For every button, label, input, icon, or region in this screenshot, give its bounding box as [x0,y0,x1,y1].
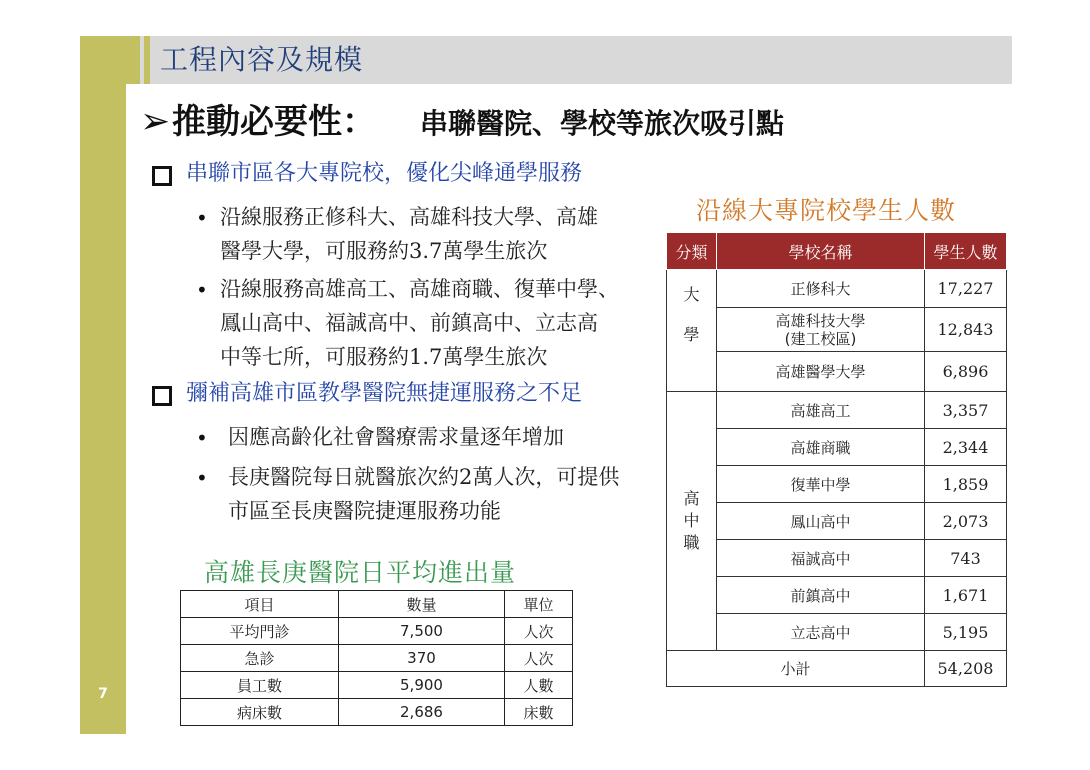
bullet-dot-icon: • [196,466,208,490]
table-header-row [667,233,1007,270]
bullet-dot-icon: • [196,426,208,450]
table-header-row [181,591,573,618]
heading-main: 推動必要性： [172,102,376,142]
cell-item: 平均門診 [181,618,339,645]
table-row [181,645,573,672]
table-row [181,699,573,726]
table-row [667,540,1007,577]
cell-item: 員工數 [181,672,339,699]
cell-unit: 人次 [505,618,573,645]
school-name: 福誠高中 [717,540,925,577]
table-row [667,392,1007,429]
student-table [666,232,1007,687]
bullet-3-line1: 因應高齡化社會醫療需求量逐年增加 [228,425,564,449]
title-accent-stripe [144,36,150,84]
table-row [667,270,1007,308]
school-name: 立志高中 [717,614,925,651]
school-name: 鳳山高中 [717,503,925,540]
school-name-line1: 高雄科技大學 [775,311,866,330]
student-table-title: 沿線大專院校學生人數 [696,196,957,225]
cell-value: 5,900 [339,672,505,699]
student-count: 17,227 [925,270,1007,308]
header-cell: 分類 [667,233,717,270]
slide-number: 7 [98,686,108,702]
bullet-4-line2: 市區至長庚醫院捷運服務功能 [228,499,501,523]
header-cell: 單位 [505,591,573,618]
category-char: 中 [683,511,700,530]
school-name: 高雄醫學大學 [717,352,925,392]
category-char: 高 [683,489,700,508]
table-row [667,466,1007,503]
cell-unit: 人數 [505,672,573,699]
section2-title: 彌補高雄市區教學醫院無捷運服務之不足 [186,381,583,406]
subtotal-label: 小計 [667,651,925,687]
cell-item: 病床數 [181,699,339,726]
bullet-2-line3: 中等七所，可服務約1.7萬學生旅次 [220,345,548,369]
page-title: 工程內容及規模 [160,43,364,76]
student-count: 743 [925,540,1007,577]
student-count: 12,843 [925,308,1007,352]
subtotal-value: 54,208 [925,651,1007,687]
bullet-1-line1: 沿線服務正修科大、高雄科技大學、高雄 [220,205,598,229]
hospital-table-title: 高雄長庚醫院日平均進出量 [204,558,517,587]
table-row [667,308,1007,352]
section1-title: 串聯市區各大專院校，優化尖峰通學服務 [186,161,583,186]
bullet-4-line1: 長庚醫院每日就醫旅次約2萬人次，可提供 [228,465,620,489]
table-row [667,614,1007,651]
student-count: 3,357 [925,392,1007,429]
cell-item: 急診 [181,645,339,672]
bullet-1-line2: 醫學大學，可服務約3.7萬學生旅次 [220,239,548,263]
category-char: 職 [683,533,700,552]
table-row [181,672,573,699]
hospital-table [180,590,573,726]
student-count: 2,073 [925,503,1007,540]
cell-value: 2,686 [339,699,505,726]
category-cell-highschool [667,392,717,651]
table-row [667,577,1007,614]
header-cell: 學生人數 [925,233,1007,270]
header-cell: 項目 [181,591,339,618]
heading-sub: 串聯醫院、學校等旅次吸引點 [420,107,785,140]
title-accent [126,36,140,84]
student-count: 5,195 [925,614,1007,651]
school-name-line2: (建工校區) [784,329,857,348]
table-row [181,618,573,645]
school-name [717,308,925,352]
section2-square-icon [152,386,172,406]
school-name: 正修科大 [717,270,925,308]
school-name: 高雄商職 [717,429,925,466]
table-row [667,503,1007,540]
student-count: 2,344 [925,429,1007,466]
cell-value: 370 [339,645,505,672]
category-cell-university [667,270,717,392]
heading-arrow-icon: ➢ [140,101,171,142]
school-name: 高雄高工 [717,392,925,429]
school-name: 前鎮高中 [717,577,925,614]
bullet-dot-icon: • [196,206,208,230]
section1-square-icon [152,166,172,186]
table-row [667,429,1007,466]
bullet-2-line2: 鳳山高中、福誠高中、前鎮高中、立志高 [220,311,598,335]
student-count: 6,896 [925,352,1007,392]
subtotal-row [667,651,1007,687]
student-count: 1,859 [925,466,1007,503]
header-cell: 數量 [339,591,505,618]
school-name: 復華中學 [717,466,925,503]
category-char: 學 [683,325,700,344]
table-row [667,352,1007,392]
bullet-dot-icon: • [196,278,208,302]
bullet-2-line1: 沿線服務高雄高工、高雄商職、復華中學、 [220,277,619,301]
header-cell: 學校名稱 [717,233,925,270]
left-accent-bar [80,36,126,734]
category-char: 大 [683,285,700,304]
cell-unit: 人次 [505,645,573,672]
cell-value: 7,500 [339,618,505,645]
student-count: 1,671 [925,577,1007,614]
cell-unit: 床數 [505,699,573,726]
